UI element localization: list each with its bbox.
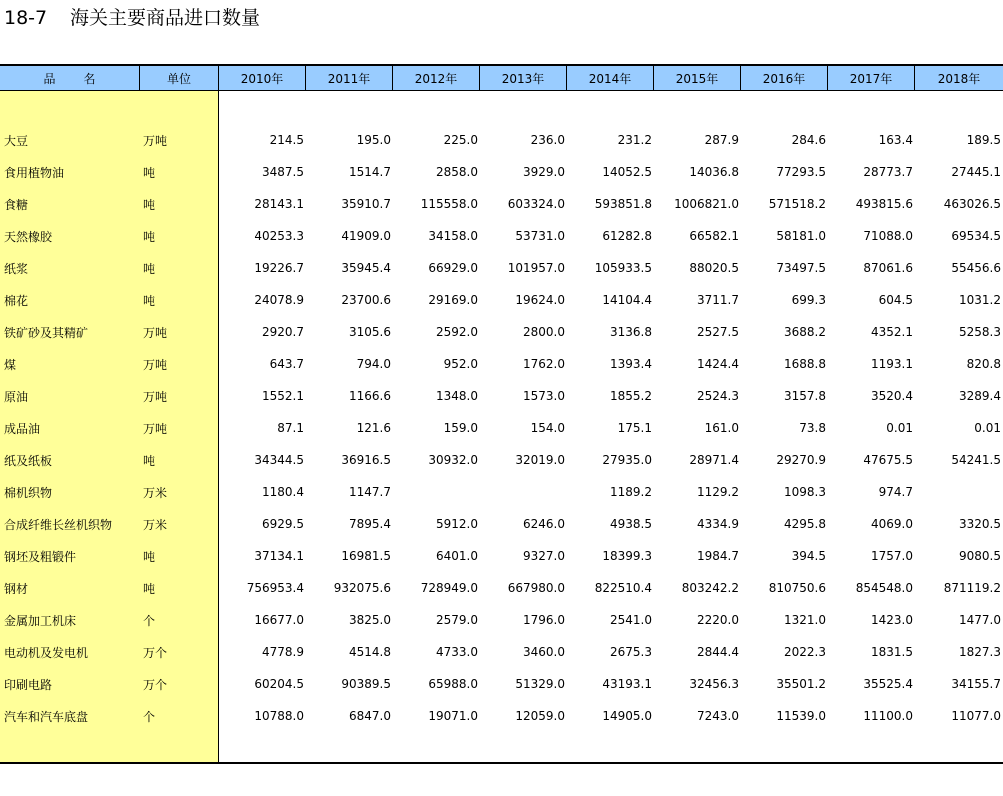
row-unit: 吨 [143,165,156,180]
row-value: 1514.7 [349,165,391,179]
header-year: 2014年 [567,66,654,90]
header-year: 2016年 [741,66,828,90]
row-value: 604.5 [878,293,913,307]
row-value: 71088.0 [863,229,913,243]
row-value: 154.0 [530,421,565,435]
row-unit: 万吨 [143,325,168,340]
row-value: 4514.8 [349,645,391,659]
row-unit: 万米 [143,485,168,500]
row-value: 12059.0 [515,709,565,723]
row-value: 32019.0 [515,453,565,467]
row-value: 1552.1 [262,389,304,403]
row-value: 974.7 [878,485,913,499]
table-row [0,444,1003,476]
row-value: 16677.0 [254,613,304,627]
row-value: 73.8 [799,421,826,435]
row-value: 24078.9 [254,293,304,307]
row-unit: 万个 [143,645,168,660]
row-value: 231.2 [617,133,652,147]
row-name: 成品油 [4,421,41,436]
row-value: 73497.5 [776,261,826,275]
row-value: 4778.9 [262,645,304,659]
row-value: 30932.0 [428,453,478,467]
row-value: 27935.0 [602,453,652,467]
row-value: 14052.5 [602,165,652,179]
row-value: 115558.0 [420,197,478,211]
row-unit: 万个 [143,677,168,692]
row-value: 1180.4 [262,485,304,499]
row-value: 1477.0 [959,613,1001,627]
row-value: 11100.0 [863,709,913,723]
table-header [0,64,1003,91]
row-name: 纸及纸板 [4,453,53,468]
row-value: 101957.0 [507,261,565,275]
row-name: 大豆 [4,133,29,148]
row-value: 23700.6 [341,293,391,307]
row-value: 2675.3 [610,645,652,659]
row-value: 195.0 [356,133,391,147]
row-value: 1688.8 [784,357,826,371]
row-value: 3320.5 [959,517,1001,531]
row-value: 16981.5 [341,549,391,563]
row-value: 32456.3 [689,677,739,691]
row-value: 1321.0 [784,613,826,627]
row-value: 66582.1 [689,229,739,243]
row-value: 29270.9 [776,453,826,467]
row-value: 1006821.0 [674,197,739,211]
row-value: 643.7 [269,357,304,371]
table-row [0,188,1003,220]
row-value: 932075.6 [333,581,391,595]
row-value: 35910.7 [341,197,391,211]
row-value: 1348.0 [436,389,478,403]
row-value: 1129.2 [697,485,739,499]
row-value: 603324.0 [507,197,565,211]
row-value: 5912.0 [436,517,478,531]
row-name: 棉花 [4,293,29,308]
row-value: 871119.2 [943,581,1001,595]
row-value: 0.01 [974,421,1001,435]
row-value: 54241.5 [951,453,1001,467]
table-bottom-border [0,762,1003,764]
row-value: 9327.0 [523,549,565,563]
row-value: 2579.0 [436,613,478,627]
table-row [0,636,1003,668]
row-value: 3711.7 [697,293,739,307]
header-name: 品名 [0,66,140,90]
row-value: 1855.2 [610,389,652,403]
row-value: 27445.1 [951,165,1001,179]
row-value: 4069.0 [871,517,913,531]
row-value: 6246.0 [523,517,565,531]
row-value: 794.0 [356,357,391,371]
row-unit: 吨 [143,261,156,276]
row-value: 87.1 [277,421,304,435]
row-value: 1189.2 [610,485,652,499]
header-year: 2013年 [480,66,567,90]
row-value: 728949.0 [420,581,478,595]
row-value: 77293.5 [776,165,826,179]
row-value: 3688.2 [784,325,826,339]
row-value: 14036.8 [689,165,739,179]
row-value: 35945.4 [341,261,391,275]
row-value: 2920.7 [262,325,304,339]
row-value: 11539.0 [776,709,826,723]
row-unit: 万吨 [143,357,168,372]
row-value: 14104.4 [602,293,652,307]
row-value: 7243.0 [697,709,739,723]
row-value: 37134.1 [254,549,304,563]
header-year: 2018年 [937,71,981,86]
row-value: 2220.0 [697,613,739,627]
header-year: 2012年 [393,66,480,90]
row-value: 1796.0 [523,613,565,627]
row-value: 4733.0 [436,645,478,659]
table-row [0,572,1003,604]
row-value: 189.5 [966,133,1001,147]
row-value: 1166.6 [349,389,391,403]
row-value: 3520.4 [871,389,913,403]
row-value: 2800.0 [523,325,565,339]
row-value: 41909.0 [341,229,391,243]
row-unit: 吨 [143,453,156,468]
row-value: 756953.4 [246,581,304,595]
table-row [0,668,1003,700]
header-year: 2010年 [219,66,306,90]
table-title: 海关主要商品进口数量 [70,7,261,29]
row-unit: 吨 [143,293,156,308]
table-row [0,348,1003,380]
row-value: 287.9 [704,133,739,147]
row-value: 6847.0 [349,709,391,723]
row-value: 3460.0 [523,645,565,659]
row-unit: 万米 [143,517,168,532]
row-name: 印刷电路 [4,677,53,692]
row-value: 225.0 [443,133,478,147]
row-value: 18399.3 [602,549,652,563]
row-value: 175.1 [617,421,652,435]
header-year: 2011年 [306,66,393,90]
row-value: 163.4 [878,133,913,147]
row-value: 69534.5 [951,229,1001,243]
row-name: 天然橡胶 [4,229,53,244]
table-row [0,156,1003,188]
table-row [0,700,1003,732]
row-value: 29169.0 [428,293,478,307]
row-value: 34344.5 [254,453,304,467]
row-value: 10788.0 [254,709,304,723]
table-body [0,124,1003,732]
table-row [0,476,1003,508]
row-value: 61282.8 [602,229,652,243]
row-value: 19071.0 [428,709,478,723]
row-value: 2527.5 [697,325,739,339]
row-unit: 万吨 [143,421,168,436]
row-name: 汽车和汽车底盘 [4,709,89,724]
row-value: 1423.0 [871,613,913,627]
row-name: 食用植物油 [4,165,65,180]
row-value: 4295.8 [784,517,826,531]
row-value: 284.6 [791,133,826,147]
row-value: 35501.2 [776,677,826,691]
row-name: 钢材 [4,581,29,596]
row-value: 667980.0 [507,581,565,595]
row-value: 2844.4 [697,645,739,659]
row-value: 699.3 [791,293,826,307]
row-value: 593851.8 [594,197,652,211]
row-value: 3929.0 [523,165,565,179]
row-value: 105933.5 [594,261,652,275]
row-unit: 万吨 [143,389,168,404]
row-value: 9080.5 [959,549,1001,563]
row-value: 4938.5 [610,517,652,531]
row-name: 合成纤维长丝机织物 [4,517,113,532]
row-value: 90389.5 [341,677,391,691]
row-value: 34158.0 [428,229,478,243]
row-value: 820.8 [966,357,1001,371]
row-value: 394.5 [791,549,826,563]
row-value: 810750.6 [768,581,826,595]
row-value: 3136.8 [610,325,652,339]
row-value: 2524.3 [697,389,739,403]
row-value: 2592.0 [436,325,478,339]
row-value: 1827.3 [959,645,1001,659]
row-value: 28971.4 [689,453,739,467]
table-row [0,252,1003,284]
row-value: 854548.0 [855,581,913,595]
row-value: 822510.4 [594,581,652,595]
row-unit: 吨 [143,229,156,244]
row-value: 1424.4 [697,357,739,371]
row-value: 1831.5 [871,645,913,659]
table-number: 18-7 [4,7,48,29]
row-value: 1762.0 [523,357,565,371]
row-value: 1193.1 [871,357,913,371]
row-value: 28773.7 [863,165,913,179]
table-row [0,220,1003,252]
data-table [0,64,1003,764]
table-row [0,124,1003,156]
header-unit: 单位 [140,66,219,90]
row-value: 1031.2 [959,293,1001,307]
row-value: 463026.5 [943,197,1001,211]
row-value: 1573.0 [523,389,565,403]
row-value: 58181.0 [776,229,826,243]
row-value: 66929.0 [428,261,478,275]
header-year: 2015年 [654,66,741,90]
row-value: 34155.7 [951,677,1001,691]
row-value: 60204.5 [254,677,304,691]
row-value: 952.0 [443,357,478,371]
table-row [0,284,1003,316]
row-unit: 万吨 [143,133,168,148]
row-value: 11077.0 [951,709,1001,723]
row-unit: 吨 [143,197,156,212]
row-name: 原油 [4,389,29,404]
row-value: 1984.7 [697,549,739,563]
row-name: 纸浆 [4,261,29,276]
row-unit: 吨 [143,581,156,596]
row-value: 3825.0 [349,613,391,627]
row-value: 1098.3 [784,485,826,499]
row-value: 803242.2 [681,581,739,595]
row-name: 电动机及发电机 [4,645,89,660]
row-value: 214.5 [269,133,304,147]
row-value: 47675.5 [863,453,913,467]
row-value: 3289.4 [959,389,1001,403]
row-value: 36916.5 [341,453,391,467]
row-name: 煤 [4,357,17,372]
row-value: 236.0 [530,133,565,147]
row-value: 1393.4 [610,357,652,371]
row-name: 金属加工机床 [4,613,77,628]
row-value: 2022.3 [784,645,826,659]
row-value: 1757.0 [871,549,913,563]
row-value: 19624.0 [515,293,565,307]
row-value: 4334.9 [697,517,739,531]
row-unit: 吨 [143,549,156,564]
row-unit: 个 [143,709,156,724]
row-unit: 个 [143,613,156,628]
row-value: 87061.6 [863,261,913,275]
row-value: 1147.7 [349,485,391,499]
table-row [0,508,1003,540]
row-value: 159.0 [443,421,478,435]
row-value: 40253.3 [254,229,304,243]
row-value: 2541.0 [610,613,652,627]
table-row [0,604,1003,636]
row-name: 钢坯及粗锻件 [4,549,77,564]
row-name: 食糖 [4,197,29,212]
row-value: 6401.0 [436,549,478,563]
row-value: 43193.1 [602,677,652,691]
row-value: 3487.5 [262,165,304,179]
row-value: 88020.5 [689,261,739,275]
page-title [4,4,260,32]
row-name: 铁矿砂及其精矿 [4,325,89,340]
table-row [0,380,1003,412]
row-value: 3157.8 [784,389,826,403]
row-value: 6929.5 [262,517,304,531]
row-value: 4352.1 [871,325,913,339]
row-value: 35525.4 [863,677,913,691]
table-row [0,540,1003,572]
row-value: 0.01 [886,421,913,435]
row-value: 55456.6 [951,261,1001,275]
row-value: 28143.1 [254,197,304,211]
table-row [0,412,1003,444]
row-value: 3105.6 [349,325,391,339]
row-value: 493815.6 [855,197,913,211]
row-value: 2858.0 [436,165,478,179]
row-value: 571518.2 [768,197,826,211]
row-value: 65988.0 [428,677,478,691]
row-value: 14905.0 [602,709,652,723]
row-value: 7895.4 [349,517,391,531]
row-value: 161.0 [704,421,739,435]
row-name: 棉机织物 [4,485,53,500]
row-value: 19226.7 [254,261,304,275]
header-year: 2017年 [828,66,915,90]
row-value: 51329.0 [515,677,565,691]
row-value: 53731.0 [515,229,565,243]
table-row [0,316,1003,348]
row-value: 121.6 [356,421,391,435]
row-value: 5258.3 [959,325,1001,339]
